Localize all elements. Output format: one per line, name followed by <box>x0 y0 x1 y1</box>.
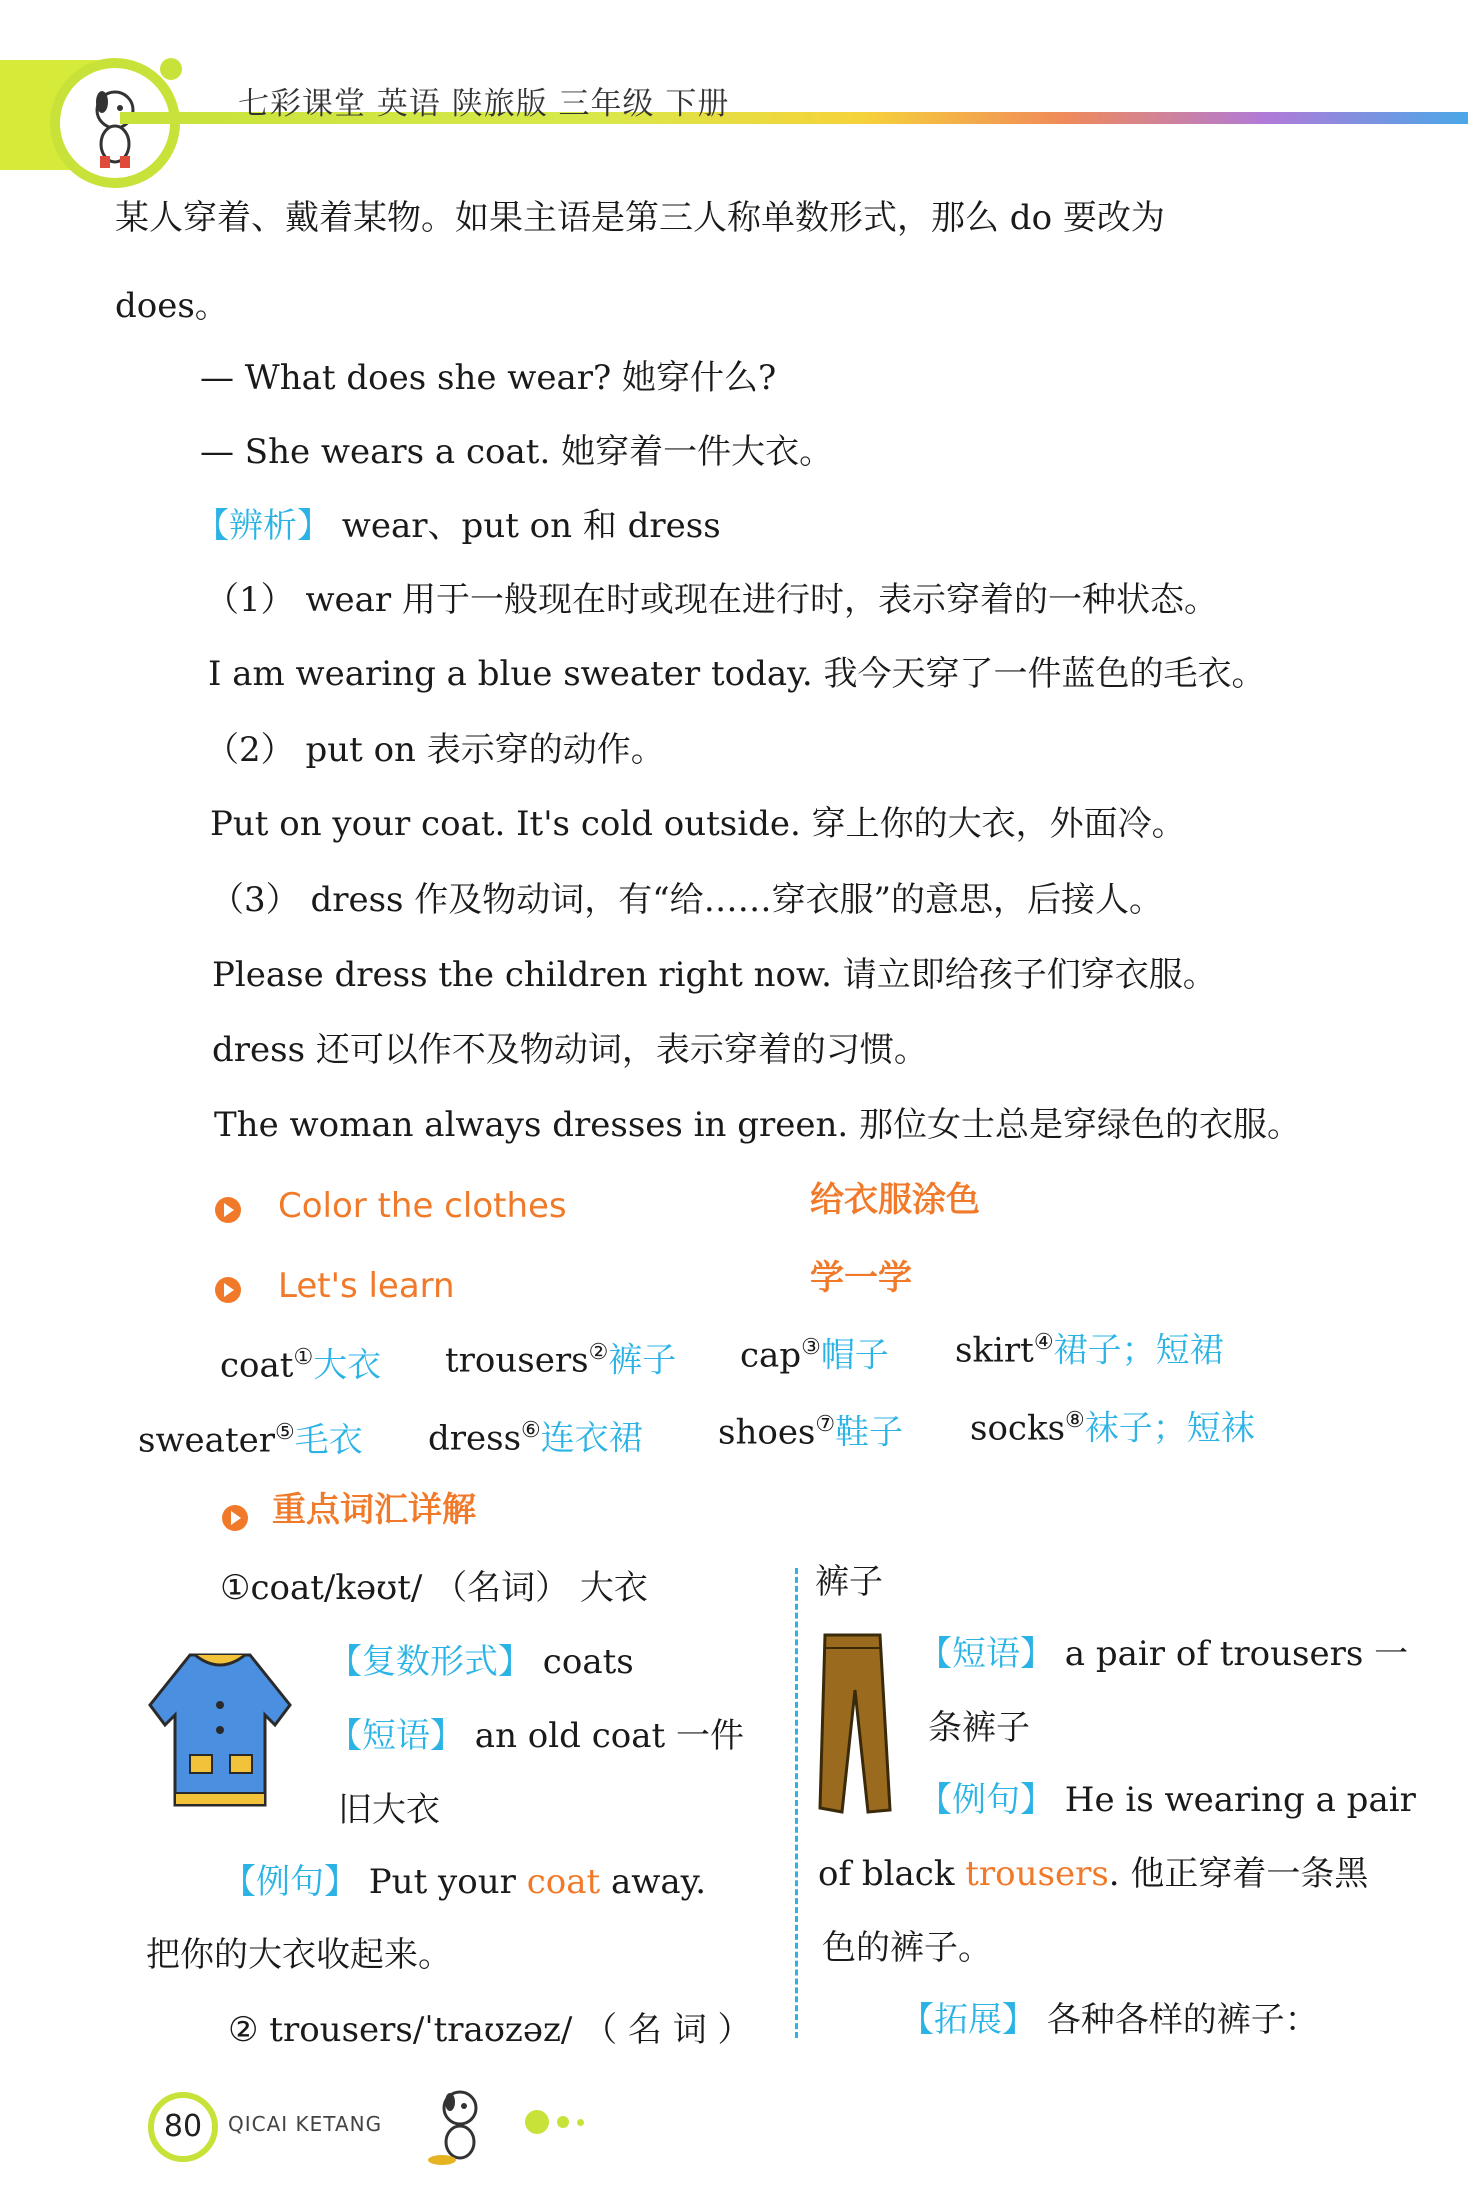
coat-phrase-line <box>328 1716 744 1757</box>
text-line: The woman always dresses in green. 那位女士总是穿绿色的衣服。 <box>214 1105 1302 1145</box>
vocab-item: sweater⑤毛衣 <box>138 1420 363 1461</box>
example-tag: 【例句】 <box>222 1862 358 1902</box>
section-learn-cn: 学一学 <box>810 1258 912 1298</box>
trousers-entry-head: ② trousers/ˈtraʊzəz/ （ 名 词 ） <box>228 2010 752 2050</box>
plural-text: coats <box>532 1642 634 1682</box>
header-logo-dot <box>160 58 182 80</box>
section-color-cn: 给衣服涂色 <box>810 1180 980 1220</box>
bullet-icon <box>215 1197 241 1223</box>
trousers-phrase-cont: 条裤子 <box>928 1708 1030 1748</box>
text-line: （1） wear 用于一般现在时或现在进行时，表示穿着的一种状态。 <box>205 580 1218 620</box>
text-line: （2） put on 表示穿的动作。 <box>205 730 665 770</box>
bullet-icon <box>222 1505 248 1531</box>
coat-example-cn: 把你的大衣收起来。 <box>146 1935 452 1975</box>
vocab-item: skirt④裙子；短裙 <box>955 1330 1224 1371</box>
trousers-example-line: 【例句】 He is wearing a pair <box>918 1780 1416 1820</box>
vocab-item: socks⑧袜子；短袜 <box>970 1408 1255 1449</box>
text-line: — What does she wear? 她穿什么? <box>200 358 777 398</box>
text-line: Put on your coat. It's cold outside. 穿上你的大衣，外面冷。 <box>210 804 1186 844</box>
example-highlight: trousers <box>965 1854 1109 1894</box>
vocab-item: dress⑥连衣裙 <box>428 1418 643 1459</box>
text-line: （3） dress 作及物动词，有“给……穿衣服”的意思，后接人。 <box>210 880 1164 920</box>
header-title: 七彩课堂 英语 陕旅版 三年级 下册 <box>238 86 730 122</box>
section-color-en: Color the clothes <box>278 1186 567 1226</box>
section-learn-en: Let's learn <box>278 1266 455 1306</box>
trousers-cont: 裤子 <box>815 1562 883 1602</box>
trousers-phrase-line <box>918 1634 1408 1675</box>
analysis-text: wear、put on 和 dress <box>331 506 721 546</box>
trousers-example-cn: 色的裤子。 <box>822 1928 992 1968</box>
extension-text: 各种各样的裤子： <box>1036 2000 1319 2040</box>
phrase-text: a pair of trousers 一 <box>1054 1634 1409 1674</box>
trousers-example-cont: of black trousers. 他正穿着一条黑 <box>818 1854 1369 1894</box>
vocab-item: shoes⑦鞋子 <box>718 1412 904 1453</box>
plural-tag: 【复数形式】 <box>328 1642 532 1682</box>
phrase-text: an old coat 一件 <box>464 1716 744 1756</box>
footer-dots <box>525 2110 592 2134</box>
phrase-tag: 【短语】 <box>328 1716 464 1756</box>
extension-line <box>900 2000 1319 2041</box>
coat-entry-head: ①coat/kəʊt/ （名词） 大衣 <box>220 1568 648 1608</box>
example-tag: 【例句】 <box>918 1780 1054 1820</box>
footer-mascot-icon <box>420 2080 500 2170</box>
phrase-tag: 【短语】 <box>918 1634 1054 1674</box>
coat-example-line: 【例句】 Put your coat away. <box>222 1862 707 1902</box>
vocab-item: cap③帽子 <box>740 1335 889 1376</box>
vocab-item: coat①大衣 <box>220 1345 382 1386</box>
example-highlight: coat <box>526 1862 601 1902</box>
coat-illustration-icon <box>140 1645 300 1815</box>
text-line: — She wears a coat. 她穿着一件大衣。 <box>200 432 834 472</box>
vocab-item: trousers②裤子 <box>445 1340 677 1381</box>
section-key-title: 重点词汇详解 <box>272 1490 476 1530</box>
text-line: I am wearing a blue sweater today. 我今天穿了一件蓝色的毛衣。 <box>208 654 1266 694</box>
analysis-tag: 【辨析】 <box>195 506 331 546</box>
text-line: Please dress the children right now. 请立即给孩子们穿衣服。 <box>212 955 1217 995</box>
text-line: dress 还可以作不及物动词，表示穿着的习惯。 <box>212 1030 928 1070</box>
page-number: 80 <box>148 2092 218 2162</box>
text-line: does。 <box>115 286 229 326</box>
trousers-illustration-icon <box>810 1630 900 1815</box>
page-header <box>0 0 1468 170</box>
bullet-icon <box>215 1277 241 1303</box>
analysis-line <box>195 506 721 547</box>
extension-tag: 【拓展】 <box>900 2000 1036 2040</box>
coat-phrase-cont: 旧大衣 <box>338 1790 440 1830</box>
plural-line <box>328 1642 634 1683</box>
footer-label: QICAI KETANG <box>228 2112 383 2136</box>
column-divider <box>795 1568 798 2038</box>
text-line: 某人穿着、戴着某物。如果主语是第三人称单数形式，那么 do 要改为 <box>115 198 1165 238</box>
